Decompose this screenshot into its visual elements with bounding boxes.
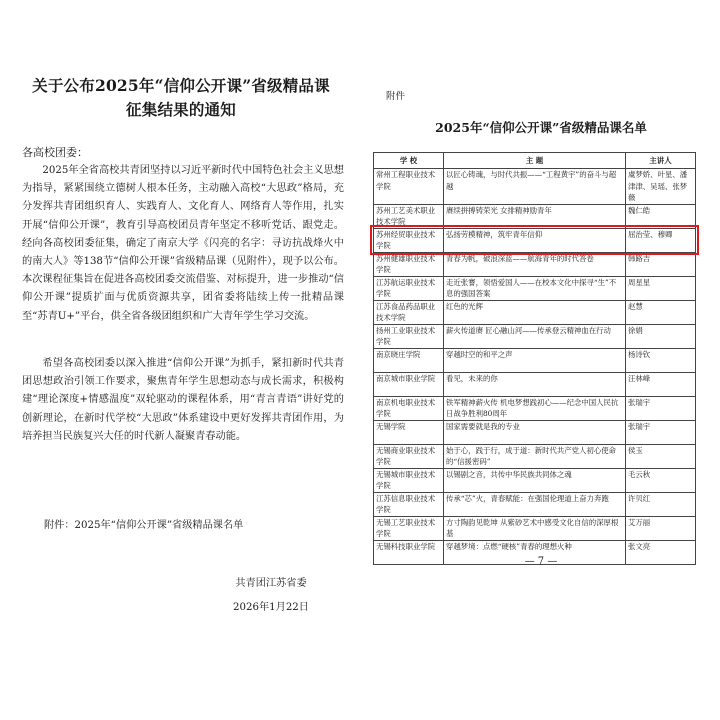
table-row <box>374 468 696 492</box>
table-row <box>374 516 696 540</box>
table-row <box>374 252 696 276</box>
cell-school: 无锡工艺职业技术学院 <box>374 516 444 540</box>
cell-school: 江苏食品药品职业技术学院 <box>374 300 444 324</box>
cell-speaker: 韩路吉 <box>626 252 696 276</box>
table-row <box>374 276 696 300</box>
cell-speaker: 徐娟 <box>626 324 696 348</box>
cell-speaker: 虞梦娇、叶星、潘津津、吴瑶、张梦薇 <box>626 169 696 205</box>
cell-speaker: 艾万丽 <box>626 516 696 540</box>
cell-school: 苏州经贸职业技术学院 <box>374 228 444 252</box>
cell-speaker: 张瑞宇 <box>626 396 696 420</box>
table-row <box>374 492 696 516</box>
cell-topic: 方寸陶韵见乾坤 从紫砂艺术中感受文化自信的深厚根基 <box>444 516 626 540</box>
notice-title-line1: 关于公布2025年“信仰公开课”省级精品课 <box>32 76 330 95</box>
cell-speaker: 杨诗钦 <box>626 348 696 372</box>
cell-topic: 青春为帆，破浪深蓝——航海青年的时代答卷 <box>444 252 626 276</box>
header-speaker: 主讲人 <box>626 153 696 169</box>
cell-school: 南京城市职业学院 <box>374 372 444 396</box>
cell-topic: 传承“芯”火，青春赋能：在强国伦理道上奋力奔跑 <box>444 492 626 516</box>
cell-speaker: 张文亮 <box>626 540 696 564</box>
cell-school: 苏州工艺美术职业技术学院 <box>374 204 444 228</box>
table-row <box>374 444 696 468</box>
salutation: 各高校团委： <box>22 146 88 159</box>
table-row <box>374 348 696 372</box>
cell-speaker: 周星星 <box>626 276 696 300</box>
cell-speaker: 许贝红 <box>626 492 696 516</box>
attachment-page <box>362 0 720 720</box>
course-list-table <box>373 152 696 565</box>
cell-speaker: 毛云秋 <box>626 468 696 492</box>
cell-topic: 穿越时空的和平之声 <box>444 348 626 372</box>
header-school: 学 校 <box>374 153 444 169</box>
cell-topic: 始于心，践于行，成于道：新时代共产党人初心使命的“信援密码” <box>444 444 626 468</box>
cell-speaker: 魏仁皓 <box>626 204 696 228</box>
table-row <box>374 396 696 420</box>
cell-topic: 铁军精神薪火传 机电梦想践初心——纪念中国人民抗日战争胜利80周年 <box>444 396 626 420</box>
page-number: — 7 — <box>524 556 558 567</box>
cell-speaker: 赵慧 <box>626 300 696 324</box>
cell-school: 无锡城市职业技术学院 <box>374 468 444 492</box>
cell-topic: 以锡剧之音，共传中华民族共同体之魂 <box>444 468 626 492</box>
cell-school: 扬州工业职业技术学院 <box>374 324 444 348</box>
cell-topic: 看见，未来的你 <box>444 372 626 396</box>
cell-school: 无锡科技职业学院 <box>374 540 444 564</box>
cell-topic: 弘扬劳模精神，筑牢青年信仰 <box>444 228 626 252</box>
body-paragraph-1: 2025年全省高校共青团坚持以习近平新时代中国特色社会主义思想为指导，紧紧围绕立德树人根本任务，主动融入高校“大思政”格局，充分发挥共青团组织育人、实践育人、文化育人、网络育人等作用，扎实开展“信仰公开课”，教育引导高校团员青年坚定不移听党话、跟党走。经向各高校团委征集，确定了南京大学《闪亮的名字：寻访抗战烽火中的南大人》等138节“信仰公开课”省级精品课（见附件），现予以公布。本次课程征集旨在促进各高校团委交流借鉴、对标提升，进一步推动“信仰公开课”提质扩面与优质资源共享，团省委将陆续上传一批精品课至“苏青U+”平台，供全省各级团组织和广大青年学生学习交流。 <box>22 165 344 322</box>
cell-topic: 薪火传道赓 匠心融山河——传承登云精神血在行动 <box>444 324 626 348</box>
attachment-title: 2025年“信仰公开课”省级精品课名单 <box>435 120 647 135</box>
body-paragraph-2: 希望各高校团委以深入推进“信仰公开课”为抓手，紧扣新时代共青团思想政治引领工作要求，聚焦青年学生思想动态与成长需求，积极构建“理论深度+情感温度”双轮驱动的课程体系，用“青言青语”讲好党的创新理论，在新时代学校“大思政”体系建设中更好发挥共青团作用，为培养担当民族复兴大任的时代新人凝聚青春动能。 <box>22 358 344 442</box>
table-row <box>374 300 696 324</box>
attachment-label: 附件 <box>386 91 406 102</box>
cell-school: 南京机电职业技术学院 <box>374 396 444 420</box>
notice-title-line2: 征集结果的通知 <box>126 100 236 119</box>
issuer-organization: 共青团江苏省委 <box>235 578 307 589</box>
header-topic: 主 题 <box>444 153 626 169</box>
table-row <box>374 372 696 396</box>
cell-school: 常州工程职业技术学院 <box>374 169 444 205</box>
table-row <box>374 169 696 205</box>
cell-school: 无锡学院 <box>374 420 444 444</box>
cell-school: 江苏信息职业技术学院 <box>374 492 444 516</box>
cell-school: 南京晓庄学院 <box>374 348 444 372</box>
table-row <box>374 420 696 444</box>
cell-speaker: 汪林峰 <box>626 372 696 396</box>
cell-speaker: 张瑞宇 <box>626 420 696 444</box>
cell-topic: 穿越梦境：点燃“硬核”青春的理想火种 <box>444 540 626 564</box>
cell-speaker: 侯玉 <box>626 444 696 468</box>
cell-topic: 以匠心铸魂，与时代共振——“工程黄宇”的奋斗与超越 <box>444 169 626 205</box>
table-row <box>374 324 696 348</box>
cell-topic: 走近张謇，领悟爱国人——在校本文化中探寻“生”不息的强国答案 <box>444 276 626 300</box>
cell-topic: 赓续拼搏铸荣光 女排精神励青年 <box>444 204 626 228</box>
highlight-box <box>370 225 699 255</box>
cell-school: 苏州健雄职业技术学院 <box>374 252 444 276</box>
issue-date: 2026年1月22日 <box>233 602 309 613</box>
table-header-row <box>374 153 696 169</box>
cell-school: 江苏航运职业技术学院 <box>374 276 444 300</box>
cell-school: 无锡商业职业技术学院 <box>374 444 444 468</box>
cell-topic: 红色的光辉 <box>444 300 626 324</box>
cell-topic: 国家需要就是我的专业 <box>444 420 626 444</box>
attachment-reference: 附件：2025年“信仰公开课”省级精品课名单 <box>44 520 244 531</box>
cell-speaker: 屈治莹、穆卿 <box>626 228 696 252</box>
